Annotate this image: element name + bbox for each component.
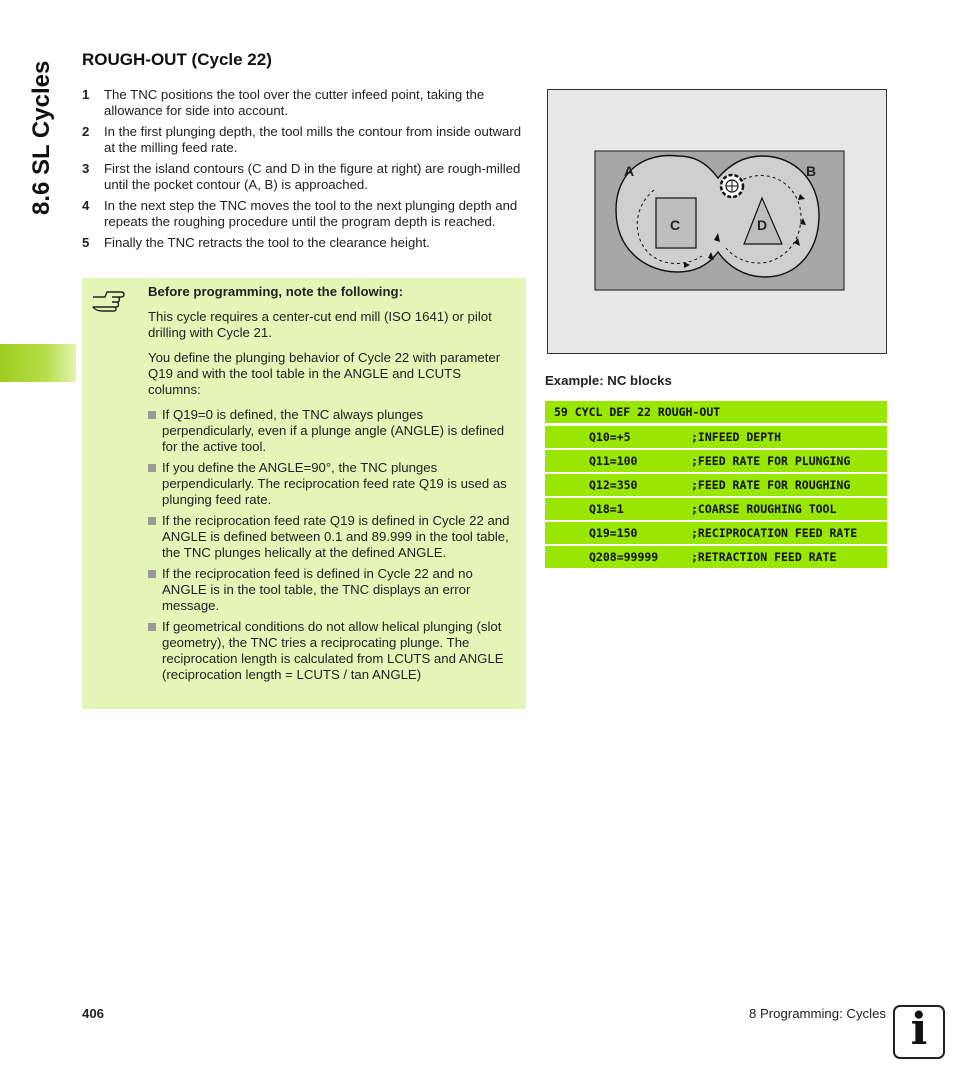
step-item <box>82 124 524 156</box>
nc-block-code: Q208=99999 <box>589 550 659 564</box>
nc-block-comment: ;FEED RATE FOR ROUGHING <box>691 478 851 492</box>
example-label: Example: NC blocks <box>545 373 672 388</box>
step-list <box>82 87 524 256</box>
note-bullet <box>148 460 516 508</box>
nc-block <box>545 474 887 496</box>
note-bullet <box>148 619 516 683</box>
nc-block-comment: ;RECIPROCATION FEED RATE <box>691 526 858 540</box>
figure-label-b: B <box>806 163 817 179</box>
nc-block-code: Q18=1 <box>589 502 624 516</box>
step-text: In the next step the TNC moves the tool to the next plunging depth and repeats the roughing procedure until the program depth is reached. <box>104 198 518 229</box>
section-title: ROUGH-OUT (Cycle 22) <box>82 50 272 69</box>
nc-block-code: Q12=350 <box>589 478 638 492</box>
note-bullet <box>148 566 516 614</box>
step-number: 5 <box>82 235 90 250</box>
note-bullet-text: If you define the ANGLE=90°, the TNC plunges perpendicularly. The reciprocation feed rate Q19 is used as plunging feed rate. <box>162 460 507 507</box>
nc-block-code: Q11=100 <box>589 454 638 468</box>
sidebar-section-title <box>28 20 60 220</box>
note-box <box>82 278 526 709</box>
note-paragraph: You define the plunging behavior of Cycle 22 with parameter Q19 and with the tool table in the ANGLE and LCUTS columns: <box>148 350 501 397</box>
step-text: Finally the TNC retracts the tool to the clearance height. <box>104 235 430 250</box>
nc-block <box>545 546 887 568</box>
note-paragraph: This cycle requires a center-cut end mill (ISO 1641) or pilot drilling with Cycle 21. <box>148 309 492 340</box>
bullet-square-icon <box>148 411 156 419</box>
figure-label-d: D <box>757 217 768 233</box>
step-item <box>82 161 524 193</box>
note-bullet <box>148 513 516 561</box>
bullet-square-icon <box>148 464 156 472</box>
bullet-square-icon <box>148 570 156 578</box>
nc-block-header <box>545 401 887 423</box>
info-icon <box>893 1005 945 1059</box>
note-bullet-text: If the reciprocation feed rate Q19 is defined in Cycle 22 and ANGLE is defined between 0.1 and 89.999 in the tool table, the TNC plunges helically at the defined ANGLE. <box>162 513 510 560</box>
nc-block-comment: ;RETRACTION FEED RATE <box>691 550 837 564</box>
nc-block <box>545 450 887 472</box>
nc-block <box>545 498 887 520</box>
sidebar-section-title-text: 8.6 SL Cycles <box>28 60 55 215</box>
nc-block <box>545 426 887 448</box>
nc-block-code: Q19=150 <box>589 526 638 540</box>
step-number: 3 <box>82 161 90 176</box>
chapter-tab-marker <box>0 344 76 382</box>
step-number: 2 <box>82 124 90 139</box>
figure-label-c: C <box>670 217 681 233</box>
note-heading: Before programming, note the following: <box>148 284 403 299</box>
note-bullet <box>148 407 516 455</box>
figure-label-a: A <box>624 163 635 179</box>
step-text: The TNC positions the tool over the cutter infeed point, taking the allowance for side into account. <box>104 87 485 118</box>
bullet-square-icon <box>148 517 156 525</box>
rough-out-figure <box>547 89 887 354</box>
step-item <box>82 198 524 230</box>
nc-block-comment: ;FEED RATE FOR PLUNGING <box>691 454 851 468</box>
step-item <box>82 87 524 119</box>
nc-block-code: Q10=+5 <box>589 430 631 444</box>
nc-block-comment: ;COARSE ROUGHING TOOL <box>691 502 837 516</box>
step-text: First the island contours (C and D in the figure at right) are rough-milled until the pocket contour (A, B) is approached. <box>104 161 521 192</box>
step-item <box>82 235 524 251</box>
pointing-hand-icon <box>90 284 130 314</box>
note-body <box>148 284 516 688</box>
note-bullet-text: If the reciprocation feed is defined in Cycle 22 and no ANGLE is in the tool table, the TNC displays an error message. <box>162 566 473 613</box>
nc-block-text: 59 CYCL DEF 22 ROUGH-OUT <box>554 405 721 419</box>
nc-block <box>545 522 887 544</box>
note-bullet-text: If Q19=0 is defined, the TNC always plunges perpendicularly, even if a plunge angle (ANGLE) is defined for the active tool. <box>162 407 505 454</box>
step-number: 1 <box>82 87 90 102</box>
bullet-square-icon <box>148 623 156 631</box>
chapter-footer: 8 Programming: Cycles <box>748 1006 886 1021</box>
milling-tool-icon <box>721 175 743 197</box>
nc-block-comment: ;INFEED DEPTH <box>691 430 782 444</box>
info-icon-glyph: i <box>910 1004 928 1055</box>
step-text: In the first plunging depth, the tool mills the contour from inside outward at the milling feed rate. <box>104 124 522 155</box>
note-bullet-text: If geometrical conditions do not allow helical plunging (slot geometry), the TNC tries a reciprocating plunge. The reciprocation length is calculated from LCUTS and ANGLE (reciprocation length = LCUTS / tan ANGLE) <box>162 619 504 682</box>
page-number: 406 <box>82 1006 105 1021</box>
step-number: 4 <box>82 198 90 213</box>
